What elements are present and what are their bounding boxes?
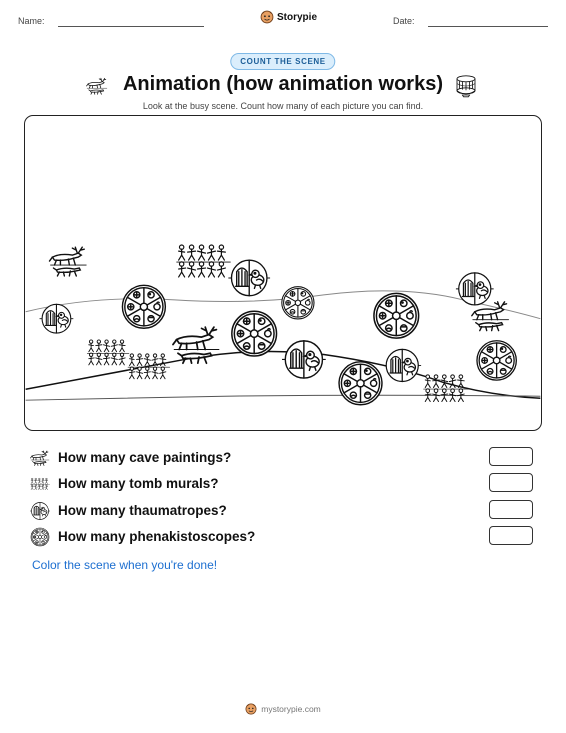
thaumatrope	[456, 273, 494, 305]
storypie-mascot-icon	[260, 10, 274, 24]
footer-url[interactable]: mystorypie.com	[261, 704, 321, 714]
footer	[0, 703, 566, 715]
question-tomb-murals	[30, 473, 540, 495]
tomb-mural-icon	[30, 474, 50, 494]
scene-illustration	[25, 116, 541, 430]
activity-badge: COUNT THE SCENE	[230, 53, 335, 70]
worksheet-header	[18, 10, 548, 30]
question-cave-paintings	[30, 447, 540, 469]
phenakistoscope	[282, 287, 314, 319]
answer-box[interactable]	[489, 473, 533, 492]
question-text: How many phenakistoscopes?	[58, 529, 256, 544]
answer-box[interactable]	[489, 526, 533, 545]
question-text: How many cave paintings?	[58, 450, 232, 465]
answer-box[interactable]	[489, 500, 533, 519]
color-instruction: Color the scene when you're done!	[32, 558, 218, 572]
phenakistoscope	[232, 311, 277, 356]
question-text: How many thaumatropes?	[58, 503, 227, 518]
phenakistoscope-icon	[30, 527, 50, 547]
phenakistoscope	[339, 362, 382, 405]
brand-name: Storypie	[277, 11, 318, 23]
thaumatrope	[383, 349, 421, 381]
page-title: Animation (how animation works)	[122, 73, 443, 95]
zoetrope-icon	[454, 74, 478, 98]
question-text: How many tomb murals?	[58, 476, 219, 491]
cave-painting	[49, 247, 86, 276]
title-row	[0, 73, 566, 99]
brand-logo	[260, 10, 317, 24]
thaumatrope	[40, 304, 74, 333]
cave-painting	[173, 327, 219, 363]
answer-box[interactable]	[489, 447, 533, 466]
storypie-mascot-icon	[245, 703, 257, 715]
name-line[interactable]	[58, 26, 204, 27]
instructions: Look at the busy scene. Count how many of each picture you can find.	[142, 101, 424, 111]
phenakistoscope	[374, 293, 419, 338]
busy-scene	[24, 115, 542, 431]
tomb-mural	[424, 375, 469, 402]
tomb-mural	[87, 340, 129, 365]
question-phenakistoscopes	[30, 526, 540, 548]
phenakistoscope	[477, 341, 516, 380]
tomb-mural	[177, 245, 231, 277]
date-line[interactable]	[428, 26, 548, 27]
date-label: Date:	[393, 16, 415, 26]
thaumatrope	[228, 260, 270, 295]
cave-painting-icon	[30, 448, 50, 468]
thaumatrope-icon	[30, 501, 50, 521]
thaumatrope	[282, 341, 326, 378]
question-thaumatropes	[30, 500, 540, 522]
name-label: Name:	[18, 16, 45, 26]
phenakistoscope	[122, 285, 165, 328]
